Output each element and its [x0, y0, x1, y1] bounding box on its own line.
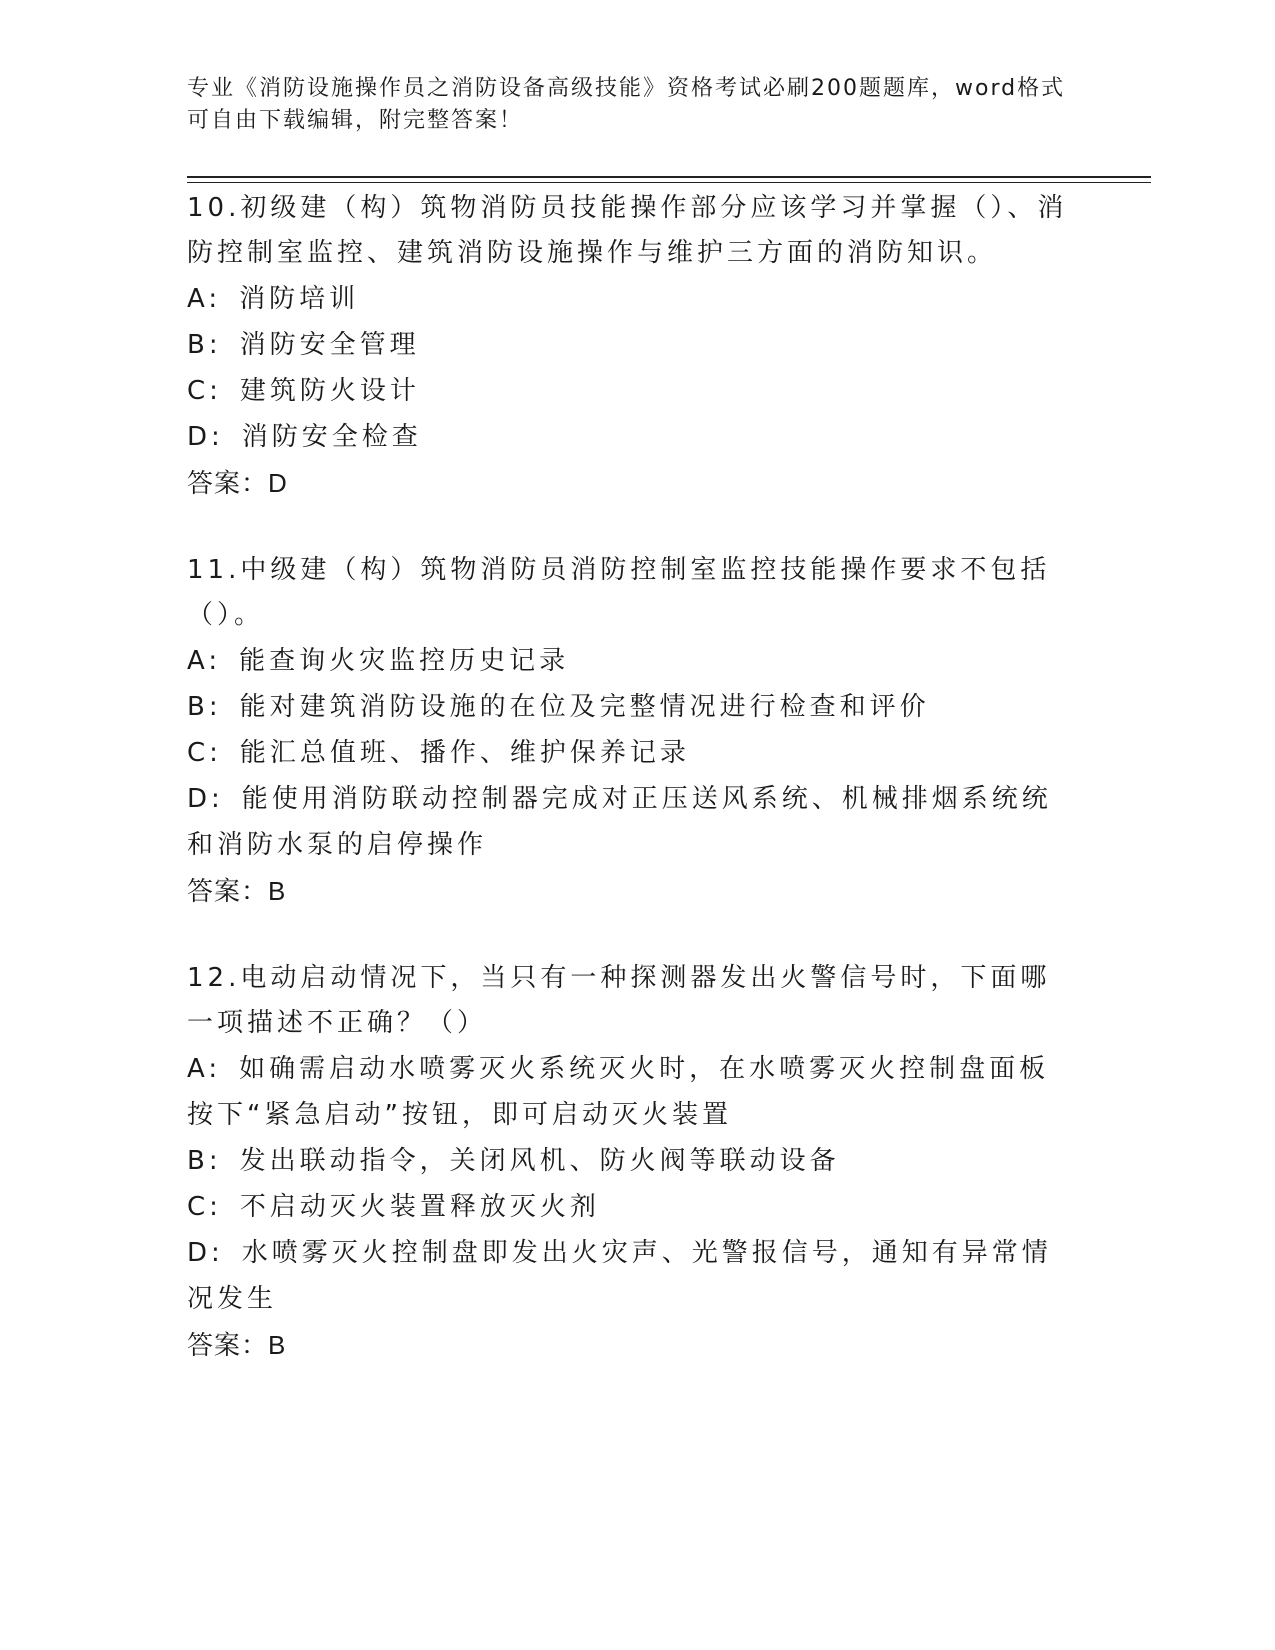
option-letter: A:	[187, 646, 222, 676]
option-letter: A:	[187, 284, 222, 314]
option-text: 消防安全管理	[239, 330, 420, 360]
option-a	[187, 276, 1077, 322]
option-text: 能对建筑消防设施的在位及完整情况进行检查和评价	[239, 692, 930, 722]
option-text: 消防培训	[239, 284, 360, 314]
answer-line: 答案：B	[187, 1330, 287, 1360]
option-letter: D:	[187, 422, 224, 452]
option-letter: D:	[187, 784, 224, 814]
header-rule-thin	[187, 182, 1151, 183]
question-stem: 11.中级建（构）筑物消防员消防控制室监控技能操作要求不包括（）。	[187, 555, 1051, 630]
option-b	[187, 684, 1077, 730]
option-letter: A:	[187, 1054, 222, 1084]
option-letter: C:	[187, 1192, 222, 1222]
option-b	[187, 1138, 1077, 1184]
option-text: 水喷雾灭火控制盘即发出火灾声、光警报信号，通知有异常情况发生	[187, 1238, 1052, 1314]
question-12	[187, 956, 1077, 1368]
option-text: 能汇总值班、播作、维护保养记录	[239, 738, 690, 768]
question-10	[187, 186, 1077, 506]
option-a	[187, 638, 1077, 684]
question-11	[187, 548, 1077, 914]
option-text: 如确需启动水喷雾灭火系统灭火时，在水喷雾灭火控制盘面板按下“紧急启动”按钮，即可启动灭火装置	[187, 1054, 1050, 1130]
document-intro: 专业《消防设施操作员之消防设备高级技能》资格考试必刷200题题库，word格式可自由下载编辑，附完整答案！	[187, 76, 1066, 133]
question-stem: 12.电动启动情况下，当只有一种探测器发出火警信号时，下面哪一项描述不正确？（）	[187, 963, 1051, 1038]
option-text: 建筑防火设计	[239, 376, 420, 406]
option-text: 能查询火灾监控历史记录	[239, 646, 570, 676]
option-letter: B:	[187, 330, 222, 360]
option-letter: C:	[187, 738, 222, 768]
option-b	[187, 322, 1077, 368]
option-text: 消防安全检查	[241, 422, 422, 452]
option-d	[187, 776, 1077, 868]
option-c	[187, 368, 1077, 414]
option-letter: B:	[187, 692, 222, 722]
option-text: 发出联动指令，关闭风机、防火阀等联动设备	[239, 1146, 840, 1176]
answer-line: 答案：D	[187, 468, 288, 498]
answer-line: 答案：B	[187, 876, 287, 906]
option-text: 能使用消防联动控制器完成对正压送风系统、机械排烟系统统和消防水泵的启停操作	[187, 784, 1052, 860]
question-stem: 10.初级建（构）筑物消防员技能操作部分应该学习并掌握（）、消防控制室监控、建筑消防设施操作与维护三方面的消防知识。	[187, 193, 1068, 268]
option-a	[187, 1046, 1077, 1138]
option-d	[187, 1230, 1077, 1322]
header-rule-thick	[187, 176, 1151, 178]
option-letter: B:	[187, 1146, 222, 1176]
option-c	[187, 730, 1077, 776]
option-text: 不启动灭火装置释放灭火剂	[239, 1192, 600, 1222]
option-letter: D:	[187, 1238, 224, 1268]
option-d	[187, 414, 1077, 460]
option-letter: C:	[187, 376, 222, 406]
question-list	[187, 186, 1077, 1410]
option-c	[187, 1184, 1077, 1230]
